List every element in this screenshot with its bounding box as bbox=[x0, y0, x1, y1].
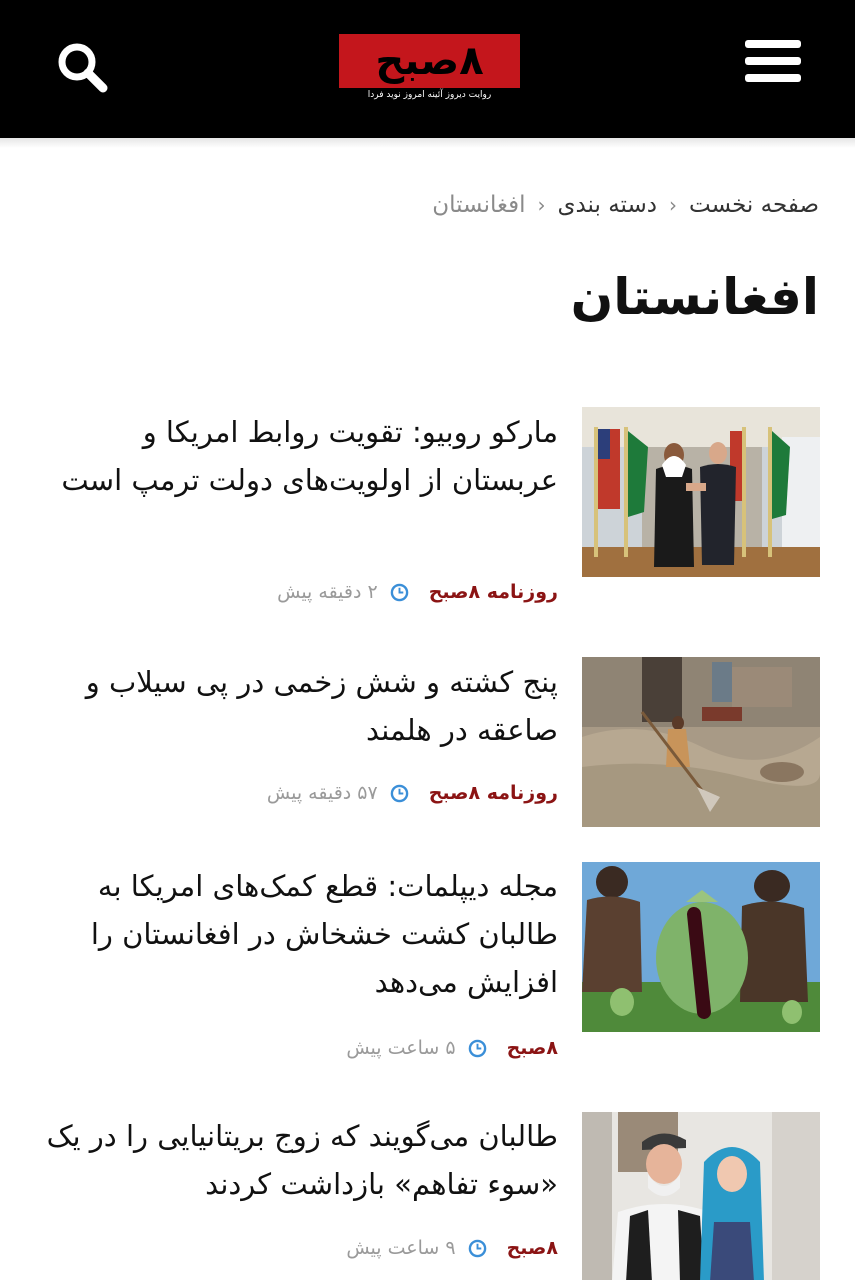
chevron-left-icon: ‹ bbox=[668, 193, 677, 217]
article-author[interactable]: روزنامه ۸صبح bbox=[428, 581, 558, 603]
header-shadow bbox=[0, 138, 855, 148]
clock-icon bbox=[390, 784, 409, 803]
breadcrumb bbox=[432, 192, 819, 218]
clock-icon bbox=[468, 1239, 487, 1258]
article-time: ۵ ساعت پیش bbox=[346, 1037, 456, 1059]
article-time: ۵۷ دقیقه پیش bbox=[266, 782, 378, 804]
hamburger-icon-bar bbox=[745, 57, 801, 65]
article-time: ۲ دقیقه پیش bbox=[277, 581, 378, 603]
article-meta bbox=[267, 782, 558, 804]
article-image bbox=[582, 862, 820, 1032]
article-image bbox=[582, 407, 820, 577]
breadcrumb-current: افغانستان bbox=[432, 192, 526, 218]
article-image bbox=[582, 1112, 820, 1280]
article-thumbnail[interactable] bbox=[582, 862, 820, 1032]
article-author[interactable]: ۸صبح bbox=[506, 1237, 558, 1259]
site-logo[interactable] bbox=[339, 34, 520, 102]
chevron-left-icon: ‹ bbox=[537, 193, 546, 217]
article-meta bbox=[346, 1037, 558, 1059]
article-title[interactable]: پنج کشته و شش زخمی در پی سیلاب و صاعقه در هلمند bbox=[85, 665, 558, 747]
article-meta bbox=[277, 581, 558, 603]
article-time: ۹ ساعت پیش bbox=[346, 1237, 456, 1259]
clock-icon bbox=[468, 1039, 487, 1058]
article-thumbnail[interactable] bbox=[582, 657, 820, 827]
article-thumbnail[interactable] bbox=[582, 1112, 820, 1280]
article-author[interactable]: روزنامه ۸صبح bbox=[428, 782, 558, 804]
logo-tagline: روایت دیروز آئینه امروز نوید فردا bbox=[339, 88, 520, 102]
article-meta bbox=[346, 1237, 558, 1259]
article-title[interactable]: مجله دیپلمات: قطع کمک‌های امریکا به طالبان کشت خشخاش در افغانستان را افزایش می‌دهد bbox=[90, 869, 558, 999]
page-title: افغانستان bbox=[570, 268, 819, 326]
hamburger-icon-bar bbox=[745, 40, 801, 48]
logo-text: ۸صبح bbox=[375, 38, 484, 84]
article-image bbox=[582, 657, 820, 827]
article-thumbnail[interactable] bbox=[582, 407, 820, 577]
article-title[interactable]: طالبان می‌گویند که زوج بریتانیایی را در یک «سوء تفاهم» بازداشت کردند bbox=[46, 1119, 558, 1201]
clock-icon bbox=[390, 583, 409, 602]
article-author[interactable]: ۸صبح bbox=[506, 1037, 558, 1059]
menu-button[interactable] bbox=[745, 40, 801, 88]
breadcrumb-home[interactable]: صفحه نخست bbox=[688, 192, 819, 218]
search-button[interactable] bbox=[52, 38, 112, 98]
top-bar bbox=[0, 0, 855, 138]
breadcrumb-category[interactable]: دسته بندی bbox=[557, 192, 657, 218]
hamburger-icon-bar bbox=[745, 74, 801, 82]
article-title[interactable]: مارکو روبیو: تقویت روابط امریکا و عربستان از اولویت‌های دولت ترمپ است bbox=[61, 415, 558, 497]
search-icon bbox=[52, 38, 112, 98]
